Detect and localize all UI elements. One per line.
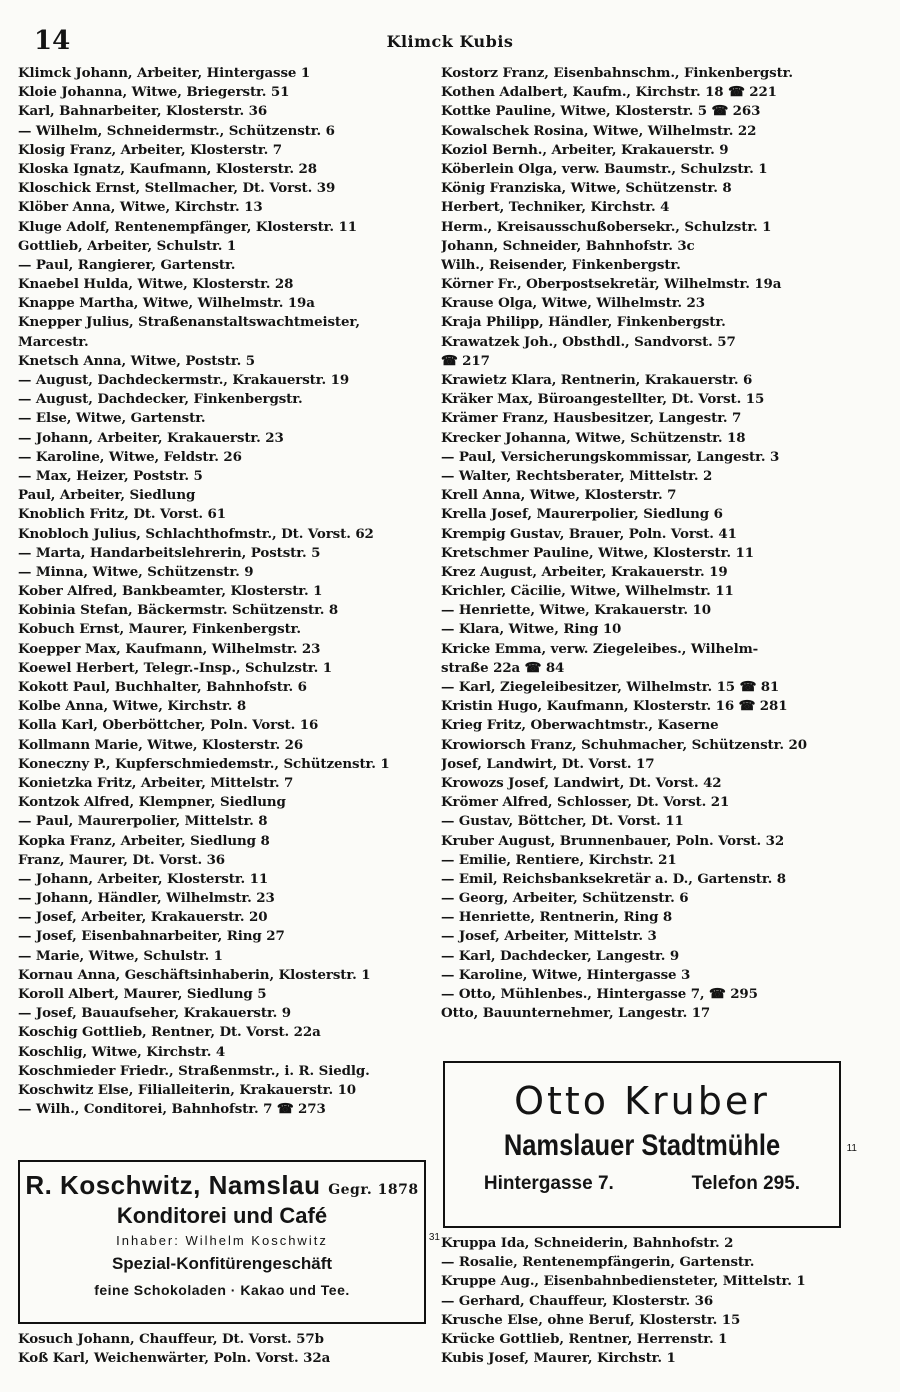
directory-entry: — Otto, Mühlenbes., Hintergasse 7, ☎ 295 bbox=[441, 986, 758, 1002]
right-column bbox=[441, 64, 882, 1023]
directory-entry: — Josef, Eisenbahnarbeiter, Ring 27 bbox=[18, 928, 285, 945]
directory-entry: — Emilie, Rentiere, Kirchstr. 21 bbox=[441, 851, 677, 868]
directory-entry: Krowozs Josef, Landwirt, Dt. Vorst. 42 bbox=[441, 774, 722, 791]
directory-entry: — Marie, Witwe, Schulstr. 1 bbox=[18, 947, 223, 964]
directory-entry: Kretschmer Pauline, Witwe, Klosterstr. 11 bbox=[441, 544, 754, 561]
directory-entry: Kottke Pauline, Witwe, Klosterstr. 5 ☎ 263 bbox=[441, 103, 761, 120]
directory-entry: Kontzok Alfred, Klempner, Siedlung bbox=[18, 794, 286, 811]
directory-entry: — Paul, Maurerpolier, Mittelstr. 8 bbox=[18, 813, 268, 830]
directory-entry: Krömer Alfred, Schlosser, Dt. Vorst. 21 bbox=[441, 794, 730, 811]
directory-entry: Knobloch Julius, Schlachthofmstr., Dt. Vorst. 62 bbox=[18, 525, 374, 542]
directory-entry: Wilh., Reisender, Finkenbergstr. bbox=[441, 256, 681, 273]
directory-entry: — August, Dachdecker, Finkenbergstr. bbox=[18, 391, 303, 408]
directory-entry: Otto, Bauunternehmer, Langestr. 17 bbox=[441, 1005, 711, 1022]
directory-entry: Herm., Kreisausschußobersekr., Schulzstr. 1 bbox=[441, 218, 772, 235]
ad-kruber-phone: Telefon 295. bbox=[691, 1173, 801, 1194]
directory-entry: Kruppe Aug., Eisenbahnbediensteter, Mittelstr. 1 bbox=[441, 1273, 806, 1290]
ad-koschwitz-corner-number: 31 bbox=[428, 1232, 440, 1243]
ad-kruber-name: Otto Kruber bbox=[514, 1079, 770, 1123]
directory-entry: Klimck Johann, Arbeiter, Hintergasse 1 bbox=[18, 65, 311, 81]
directory-entry: Karl, Bahnarbeiter, Klosterstr. 36 bbox=[18, 103, 268, 120]
directory-entry: — Rosalie, Rentenempfängerin, Gartenstr. bbox=[441, 1254, 755, 1271]
directory-entry: Koepper Max, Kaufmann, Wilhelmstr. 23 bbox=[18, 640, 321, 657]
directory-entry: — Karl, Dachdecker, Langestr. 9 bbox=[441, 947, 680, 964]
right-column-after-ad bbox=[441, 1234, 882, 1368]
directory-entry: Krämer Franz, Hausbesitzer, Langestr. 7 bbox=[441, 410, 742, 427]
directory-entry: Kräker Max, Büroangestellter, Dt. Vorst. 15 bbox=[441, 391, 765, 408]
directory-entry: Josef, Landwirt, Dt. Vorst. 17 bbox=[441, 755, 655, 772]
directory-entry: Kraja Philipp, Händler, Finkenbergstr. bbox=[441, 314, 726, 331]
directory-entry: Herbert, Techniker, Kirchstr. 4 bbox=[441, 199, 670, 216]
left-column-after-ad bbox=[18, 1330, 436, 1368]
directory-entry: Krichler, Cäcilie, Witwe, Wilhelmstr. 11 bbox=[441, 583, 734, 600]
directory-entry: Kolla Karl, Oberböttcher, Poln. Vorst. 16 bbox=[18, 717, 319, 734]
directory-entry: Marcestr. bbox=[18, 333, 89, 350]
directory-entry: Koewel Herbert, Telegr.-Insp., Schulzstr. 1 bbox=[18, 659, 332, 676]
directory-entry: straße 22a ☎ 84 bbox=[441, 659, 565, 676]
directory-entry: Krause Olga, Witwe, Wilhelmstr. 23 bbox=[441, 295, 705, 312]
directory-entry: Kosuch Johann, Chauffeur, Dt. Vorst. 57b bbox=[18, 1331, 324, 1347]
directory-entry: — Henriette, Rentnerin, Ring 8 bbox=[441, 909, 673, 926]
directory-entry: Kluge Adolf, Rentenempfänger, Klosterstr. 11 bbox=[18, 218, 357, 235]
directory-entry: — Josef, Arbeiter, Krakauerstr. 20 bbox=[18, 909, 268, 926]
directory-entry: Kolbe Anna, Witwe, Kirchstr. 8 bbox=[18, 698, 247, 715]
ad-kruber-business: Namslauer Stadtmühle bbox=[503, 1129, 781, 1162]
directory-entry: Krell Anna, Witwe, Klosterstr. 7 bbox=[441, 487, 677, 504]
directory-entry: Kruppa Ida, Schneiderin, Bahnhofstr. 2 bbox=[441, 1235, 734, 1251]
ad-kruber-contact bbox=[445, 1173, 839, 1195]
ad-koschwitz-specialty: Spezial-Konfitürengeschäft bbox=[111, 1254, 333, 1273]
directory-entry: Krecker Johanna, Witwe, Schützenstr. 18 bbox=[441, 429, 746, 446]
directory-entry: Krella Josef, Maurerpolier, Siedlung 6 bbox=[441, 506, 723, 523]
directory-entry: — Max, Heizer, Poststr. 5 bbox=[18, 467, 203, 484]
directory-entry: Knaebel Hulda, Witwe, Klosterstr. 28 bbox=[18, 276, 294, 293]
directory-entry: — Walter, Rechtsberater, Mittelstr. 2 bbox=[441, 467, 713, 484]
directory-entry: Klosig Franz, Arbeiter, Klosterstr. 7 bbox=[18, 141, 282, 158]
directory-entry: Kornau Anna, Geschäftsinhaberin, Klosterstr. 1 bbox=[18, 966, 371, 983]
directory-entry: Krieg Fritz, Oberwachtmstr., Kaserne bbox=[441, 717, 719, 734]
directory-entry: — Marta, Handarbeitslehrerin, Poststr. 5 bbox=[18, 544, 321, 561]
directory-entry: — Paul, Versicherungskommissar, Langestr. 3 bbox=[441, 448, 780, 465]
directory-entry: — Karoline, Witwe, Feldstr. 26 bbox=[18, 448, 242, 465]
directory-entry: — Karoline, Witwe, Hintergasse 3 bbox=[441, 966, 691, 983]
directory-entry: Kubis Josef, Maurer, Kirchstr. 1 bbox=[441, 1350, 676, 1367]
directory-entry: Köberlein Olga, verw. Baumstr., Schulzstr. 1 bbox=[441, 160, 768, 177]
directory-entry: — Gerhard, Chauffeur, Klosterstr. 36 bbox=[441, 1292, 714, 1309]
directory-entry: — Johann, Händler, Wilhelmstr. 23 bbox=[18, 890, 275, 907]
directory-entry: Kruber August, Brunnenbauer, Poln. Vorst. 32 bbox=[441, 832, 785, 849]
directory-entry: Kopka Franz, Arbeiter, Siedlung 8 bbox=[18, 832, 270, 849]
directory-entry: Koschwitz Else, Filialleiterin, Krakauerstr. 10 bbox=[18, 1081, 357, 1098]
directory-entry: Körner Fr., Oberpostsekretär, Wilhelmstr. 19a bbox=[441, 276, 782, 293]
directory-entry: Kloie Johanna, Witwe, Briegerstr. 51 bbox=[18, 84, 290, 101]
directory-entry: Kobinia Stefan, Bäckermstr. Schützenstr. 8 bbox=[18, 602, 339, 619]
directory-entry: — Wilhelm, Schneidermstr., Schützenstr. 6 bbox=[18, 122, 335, 139]
directory-entry: Franz, Maurer, Dt. Vorst. 36 bbox=[18, 851, 226, 868]
directory-entry: — Johann, Arbeiter, Klosterstr. 11 bbox=[18, 870, 269, 887]
directory-entry: — Emil, Reichsbanksekretär a. D., Gartenstr. 8 bbox=[441, 870, 786, 887]
left-column bbox=[18, 64, 436, 1119]
directory-entry: Knappe Martha, Witwe, Wilhelmstr. 19a bbox=[18, 295, 315, 312]
directory-entry: — Gustav, Böttcher, Dt. Vorst. 11 bbox=[441, 813, 684, 830]
directory-entry: Koschmieder Friedr., Straßenmstr., i. R. Siedlg. bbox=[18, 1062, 370, 1079]
directory-entry: Kollmann Marie, Witwe, Klosterstr. 26 bbox=[18, 736, 304, 753]
directory-entry: Koneczny P., Kupferschmiedemstr., Schützenstr. 1 bbox=[18, 755, 390, 772]
directory-entry: — Henriette, Witwe, Krakauerstr. 10 bbox=[441, 602, 711, 619]
directory-entry: Kricke Emma, verw. Ziegeleibes., Wilhelm- bbox=[441, 640, 759, 657]
directory-entry: Kober Alfred, Bankbeamter, Klosterstr. 1 bbox=[18, 583, 323, 600]
page-number: 14 bbox=[34, 26, 71, 56]
directory-entry: Knoblich Fritz, Dt. Vorst. 61 bbox=[18, 506, 226, 523]
directory-entry: Koroll Albert, Maurer, Siedlung 5 bbox=[18, 986, 267, 1002]
directory-entry: Kokott Paul, Buchhalter, Bahnhofstr. 6 bbox=[18, 679, 307, 695]
directory-entry: Koschig Gottlieb, Rentner, Dt. Vorst. 22a bbox=[18, 1024, 321, 1041]
directory-entry: Koß Karl, Weichenwärter, Poln. Vorst. 32a bbox=[18, 1350, 331, 1367]
directory-entry: König Franziska, Witwe, Schützenstr. 8 bbox=[441, 180, 732, 197]
running-head: Klimck Kubis bbox=[386, 32, 514, 51]
ad-koschwitz-products: feine Schokoladen · Kakao und Tee. bbox=[94, 1282, 350, 1298]
ad-koschwitz-owner: Inhaber: Wilhelm Koschwitz bbox=[116, 1233, 328, 1248]
ad-kruber-address: Hintergasse 7. bbox=[483, 1173, 614, 1194]
directory-entry: Knetsch Anna, Witwe, Poststr. 5 bbox=[18, 352, 255, 369]
directory-entry: Kowalschek Rosina, Witwe, Wilhelmstr. 22 bbox=[441, 122, 757, 139]
directory-entry: Paul, Arbeiter, Siedlung bbox=[18, 487, 196, 504]
directory-entry: Krez August, Arbeiter, Krakauerstr. 19 bbox=[441, 563, 728, 580]
ad-koschwitz-founded: Gegr. 1878 bbox=[328, 1182, 419, 1198]
directory-entry: Koschlig, Witwe, Kirchstr. 4 bbox=[18, 1043, 226, 1060]
directory-entry: Kothen Adalbert, Kaufm., Kirchstr. 18 ☎ 221 bbox=[441, 84, 777, 101]
directory-entry: Knepper Julius, Straßenanstaltswachtmeister, bbox=[18, 314, 360, 331]
directory-entry: Krempig Gustav, Brauer, Poln. Vorst. 41 bbox=[441, 525, 737, 542]
directory-entry: Koziol Bernh., Arbeiter, Krakauerstr. 9 bbox=[441, 141, 729, 158]
kruber-advertisement bbox=[443, 1061, 857, 1228]
directory-entry: — Wilh., Conditorei, Bahnhofstr. 7 ☎ 273 bbox=[18, 1101, 326, 1118]
directory-entry: Kobuch Ernst, Maurer, Finkenbergstr. bbox=[18, 621, 301, 638]
directory-entry: — Minna, Witwe, Schützenstr. 9 bbox=[18, 563, 254, 580]
directory-entry: — Georg, Arbeiter, Schützenstr. 6 bbox=[441, 890, 689, 907]
directory-entry: Krowiorsch Franz, Schuhmacher, Schützenstr. 20 bbox=[441, 736, 807, 753]
directory-entry: Klöber Anna, Witwe, Kirchstr. 13 bbox=[18, 199, 263, 216]
directory-entry: — Karl, Ziegeleibesitzer, Wilhelmstr. 15 ☎ 81 bbox=[441, 679, 780, 695]
directory-entry: Krücke Gottlieb, Rentner, Herrenstr. 1 bbox=[441, 1330, 728, 1347]
directory-entry: — Josef, Bauaufseher, Krakauerstr. 9 bbox=[18, 1005, 292, 1022]
directory-entry: Kloska Ignatz, Kaufmann, Klosterstr. 28 bbox=[18, 160, 317, 177]
directory-entry: Konietzka Fritz, Arbeiter, Mittelstr. 7 bbox=[18, 774, 294, 791]
ad-koschwitz-business: Konditorei und Café bbox=[116, 1203, 328, 1228]
directory-entry: — Else, Witwe, Gartenstr. bbox=[18, 410, 206, 427]
koschwitz-advertisement bbox=[18, 1160, 440, 1324]
directory-entry: Kristin Hugo, Kaufmann, Klosterstr. 16 ☎ 281 bbox=[441, 698, 788, 715]
directory-entry: — Josef, Arbeiter, Mittelstr. 3 bbox=[441, 928, 657, 945]
directory-entry: Johann, Schneider, Bahnhofstr. 3c bbox=[441, 237, 695, 254]
directory-entry: Krawatzek Joh., Obsthdl., Sandvorst. 57 bbox=[441, 333, 736, 350]
directory-entry: ☎ 217 bbox=[441, 352, 490, 369]
directory-entry: — August, Dachdeckermstr., Krakauerstr. 19 bbox=[18, 372, 350, 388]
directory-entry: — Klara, Witwe, Ring 10 bbox=[441, 621, 622, 638]
directory-entry: — Johann, Arbeiter, Krakauerstr. 23 bbox=[18, 429, 284, 446]
directory-entry: Kloschick Ernst, Stellmacher, Dt. Vorst. 39 bbox=[18, 180, 336, 197]
ad-koschwitz-name: R. Koschwitz, Namslau bbox=[25, 1170, 321, 1200]
directory-entry: Kostorz Franz, Eisenbahnschm., Finkenbergstr. bbox=[441, 65, 793, 81]
directory-entry: Gottlieb, Arbeiter, Schulstr. 1 bbox=[18, 237, 237, 254]
directory-entry: — Paul, Rangierer, Gartenstr. bbox=[18, 256, 236, 273]
ad-koschwitz-title bbox=[20, 1170, 424, 1201]
directory-entry: Krusche Else, ohne Beruf, Klosterstr. 15 bbox=[441, 1311, 741, 1328]
directory-entry: Krawietz Klara, Rentnerin, Krakauerstr. 6 bbox=[441, 372, 753, 388]
ad-kruber-corner-number: 11 bbox=[846, 1143, 857, 1154]
